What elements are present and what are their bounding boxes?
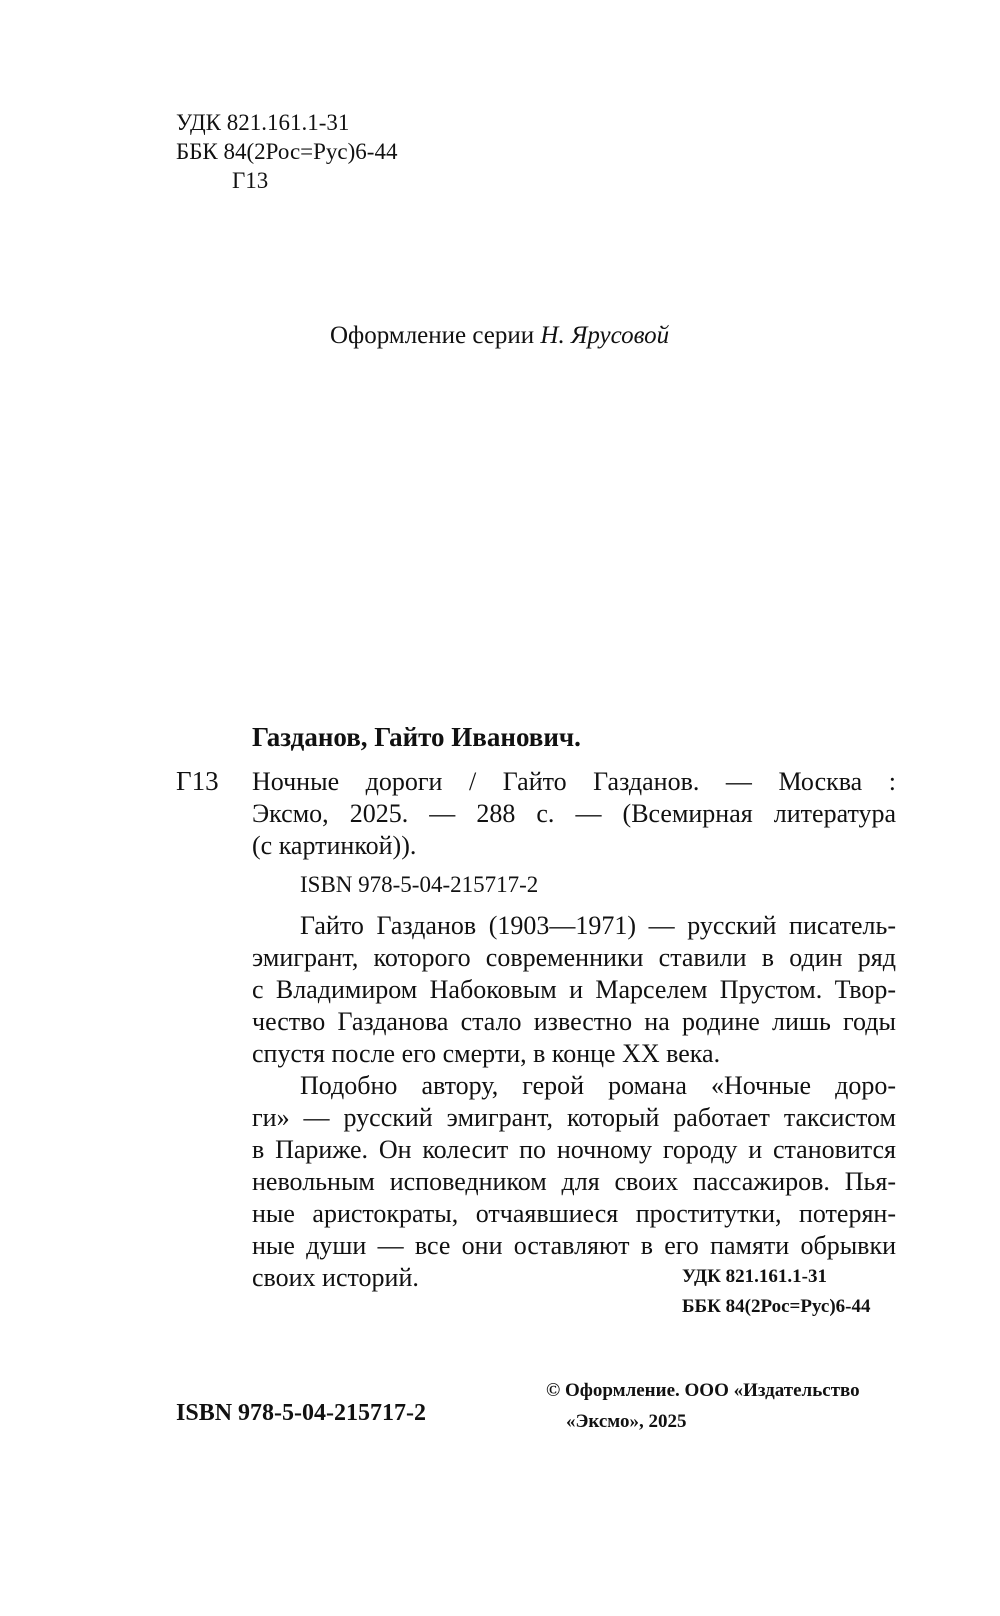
udk-code: УДК 821.161.1-31 [682,1266,827,1287]
annotation-line: ные аристократы, отчаявшиеся проститутки, потерян- [252,1199,896,1228]
annotation-line: чество Газданова стало известно на родине лишь годы [252,1007,896,1036]
bbk-code: ББК 84(2Рос=Рус)6-44 [682,1296,871,1317]
entry-isbn: ISBN 978-5-04-215717-2 [300,872,539,897]
annotation-line: с Владимиром Набоковым и Марселем Прустом. Твор- [252,975,896,1004]
author-sign: Г13 [232,168,269,193]
header-classification-codes [176,108,397,195]
annotation-line: Гайто Газданов (1903—1971) — русский писатель- [300,911,896,940]
entry-title-block [252,766,896,862]
bottom-classification-codes [682,1262,870,1322]
bbk-code: ББК 84(2Рос=Рус)6-44 [176,139,398,164]
entry-sign: Г13 [176,766,219,796]
annotation-line: Подобно автору, герой романа «Ночные доро- [300,1071,896,1100]
annotation-line: в Париже. Он колесит по ночному городу и становится [252,1135,896,1164]
copyright-line: © Оформление. ООО «Издательство [546,1380,860,1401]
isbn-main: ISBN 978-5-04-215717-2 [176,1400,426,1426]
annotation-line: ги» — русский эмигрант, который работает таксистом [252,1103,896,1132]
annotation-line: невольным исповедником для своих пассажиров. Пья- [252,1167,896,1196]
title-line: Ночные дороги / Гайто Газданов. — Москва : [252,767,896,796]
annotation [252,910,896,1294]
copyright-notice [546,1375,860,1437]
annotation-line: своих историй. [252,1263,419,1292]
series-design-credit [330,322,669,350]
copyright-line: «Эксмо», 2025 [566,1411,687,1432]
annotation-line: спустя после его смерти, в конце XX века. [252,1039,721,1068]
annotation-line: ные души — все они оставляют в его памяти обрывки [252,1231,896,1260]
title-line: Эксмо, 2025. — 288 с. — (Всемирная литература [252,799,896,828]
udk-code: УДК 821.161.1-31 [176,110,350,135]
entry-author: Газданов, Гайто Иванович. [252,722,581,752]
series-design-label: Оформление серии [330,322,535,349]
title-line: (с картинкой)). [252,831,417,860]
annotation-line: эмигрант, которого современники ставили в один ряд [252,943,896,972]
series-designer-name: Н. Ярусовой [540,322,670,349]
